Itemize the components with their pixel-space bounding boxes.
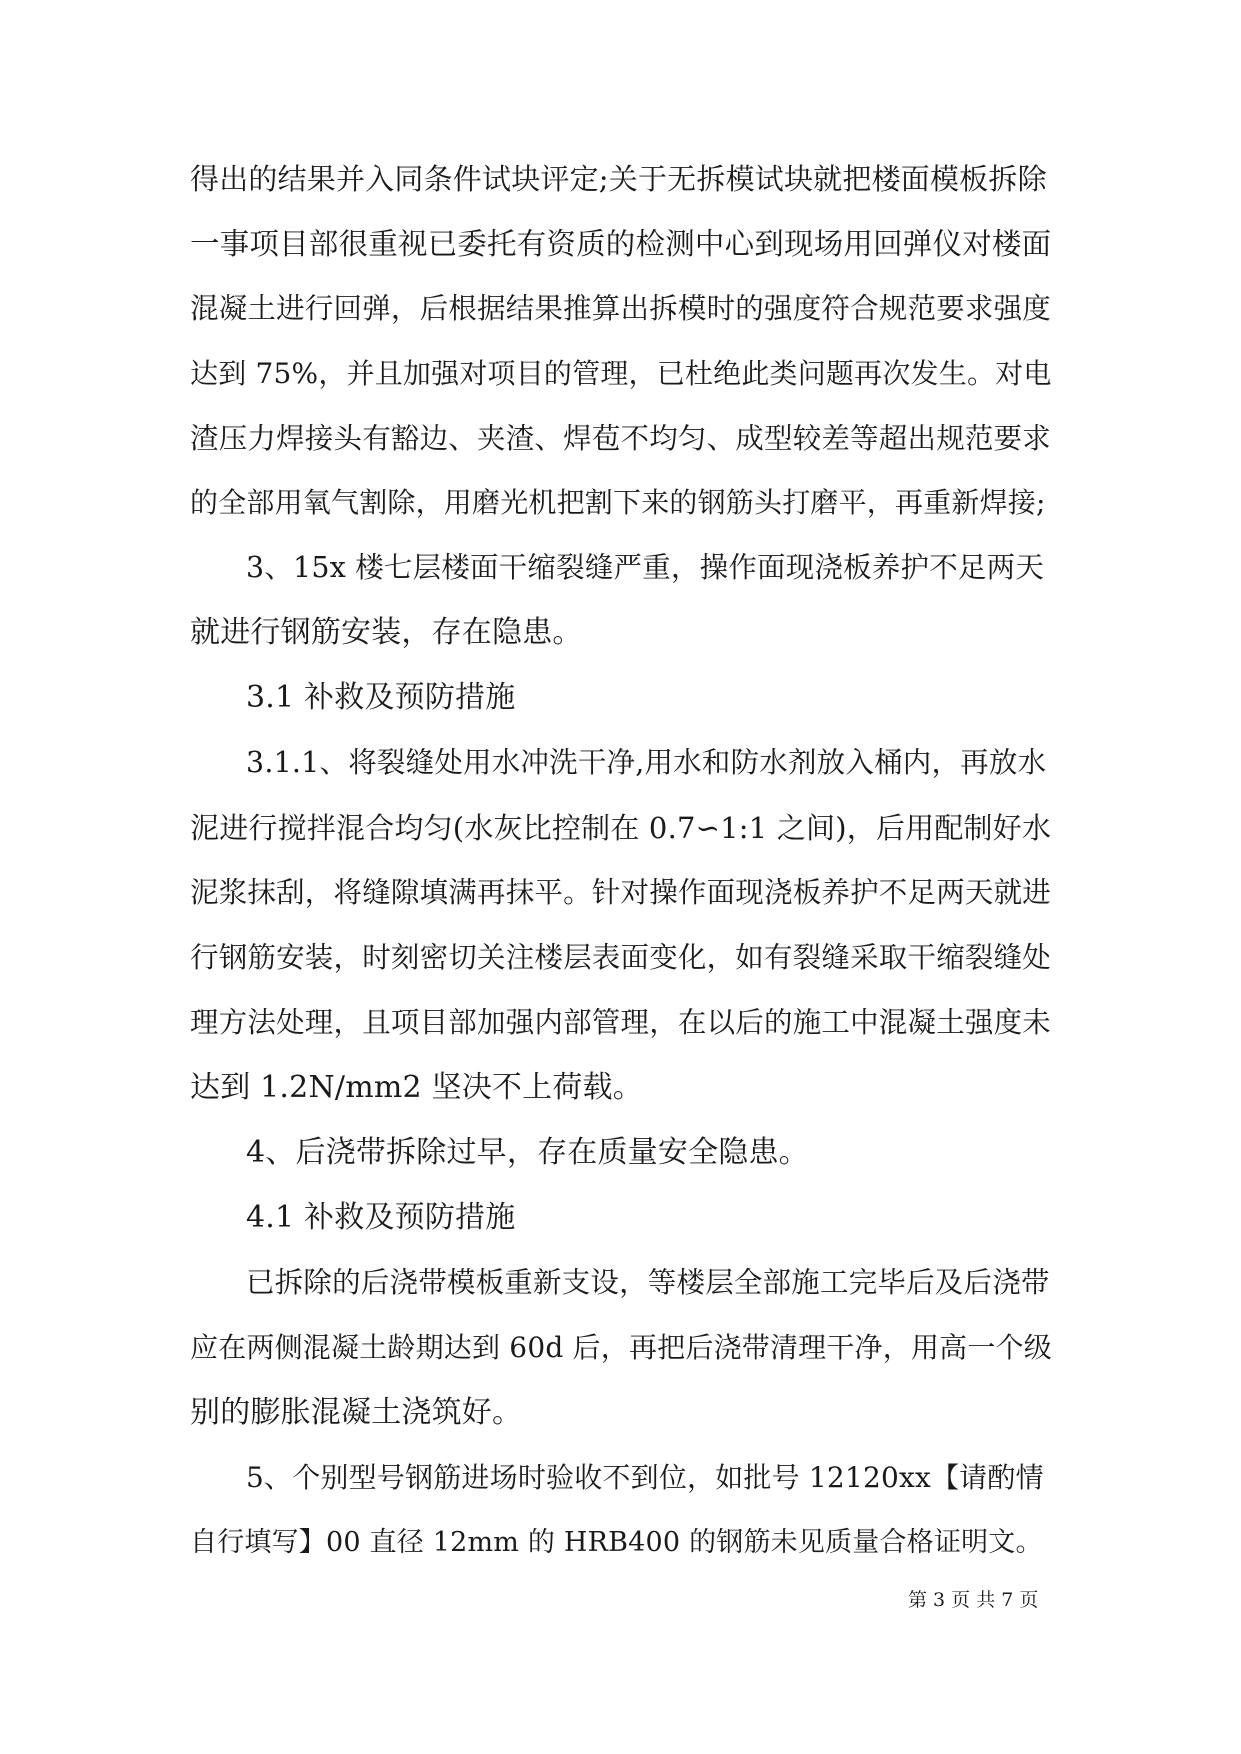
text-line: 达到 1.2N/mm2 坚决不上荷载。 (190, 1070, 643, 1105)
text-line: 混凝土进行回弹，后根据结果推算出拆模时的强度符合规范要求强度 (190, 292, 1052, 325)
text-line: 渣压力焊接头有豁边、夹渣、焊苞不均匀、成型较差等超出规范要求 (190, 422, 1052, 455)
text-line: 一事项目部很重视已委托有资质的检测中心到现场用回弹仪对楼面 (190, 227, 1052, 261)
text-line: 得出的结果并入同条件试块评定;关于无拆模试块就把楼面模板拆除 (190, 162, 1047, 196)
text-line: 应在两侧混凝土龄期达到 60d 后，再把后浇带清理干净，用高一个级 (190, 1331, 1052, 1364)
text-line: 泥浆抹刮，将缝隙填满再抹平。针对操作面现浇板养护不足两天就进 (190, 876, 1052, 909)
section-heading: 4.1 补救及预防措施 (246, 1200, 516, 1235)
text-line: 自行填写】00 直径 12mm 的 HRB400 的钢筋未见质量合格证明文。 (190, 1527, 1043, 1558)
text-line: 行钢筋安装，时刻密切关注楼层表面变化，如有裂缝采取干缩裂缝处 (190, 941, 1052, 974)
text-line: 5、个别型号钢筋进场时验收不到位，如批号 12120xx【请酌情 (246, 1461, 1044, 1494)
text-line: 达到 75%，并且加强对项目的管理，已杜绝此类问题再次发生。对电 (190, 357, 1052, 390)
text-line: 4、后浇带拆除过早，存在质量安全隐患。 (246, 1135, 809, 1170)
section-heading: 3.1 补救及预防措施 (246, 680, 516, 715)
text-line: 3.1.1、将裂缝处用水冲洗干净,用水和防水剂放入桶内，再放水 (246, 746, 1047, 779)
text-line: 就进行钢筋安装，存在隐患。 (190, 615, 583, 650)
text-line: 理方法处理，且项目部加强内部管理，在以后的施工中混凝土强度未 (190, 1006, 1052, 1039)
text-line: 泥进行搅拌混合均匀(水灰比控制在 0.7∽1:1 之间)，后用配制好水 (190, 811, 1052, 845)
page-number-footer: 第 3 页 共 7 页 (908, 1589, 1039, 1611)
text-line: 的全部用氧气割除，用磨光机把割下来的钢筋头打磨平，再重新焊接; (190, 486, 1046, 519)
text-line: 已拆除的后浇带模板重新支设，等楼层全部施工完毕后及后浇带 (246, 1266, 1050, 1299)
text-line: 别的膨胀混凝土浇筑好。 (190, 1395, 523, 1430)
text-line: 3、15x 楼七层楼面干缩裂缝严重，操作面现浇板养护不足两天 (246, 551, 1045, 584)
